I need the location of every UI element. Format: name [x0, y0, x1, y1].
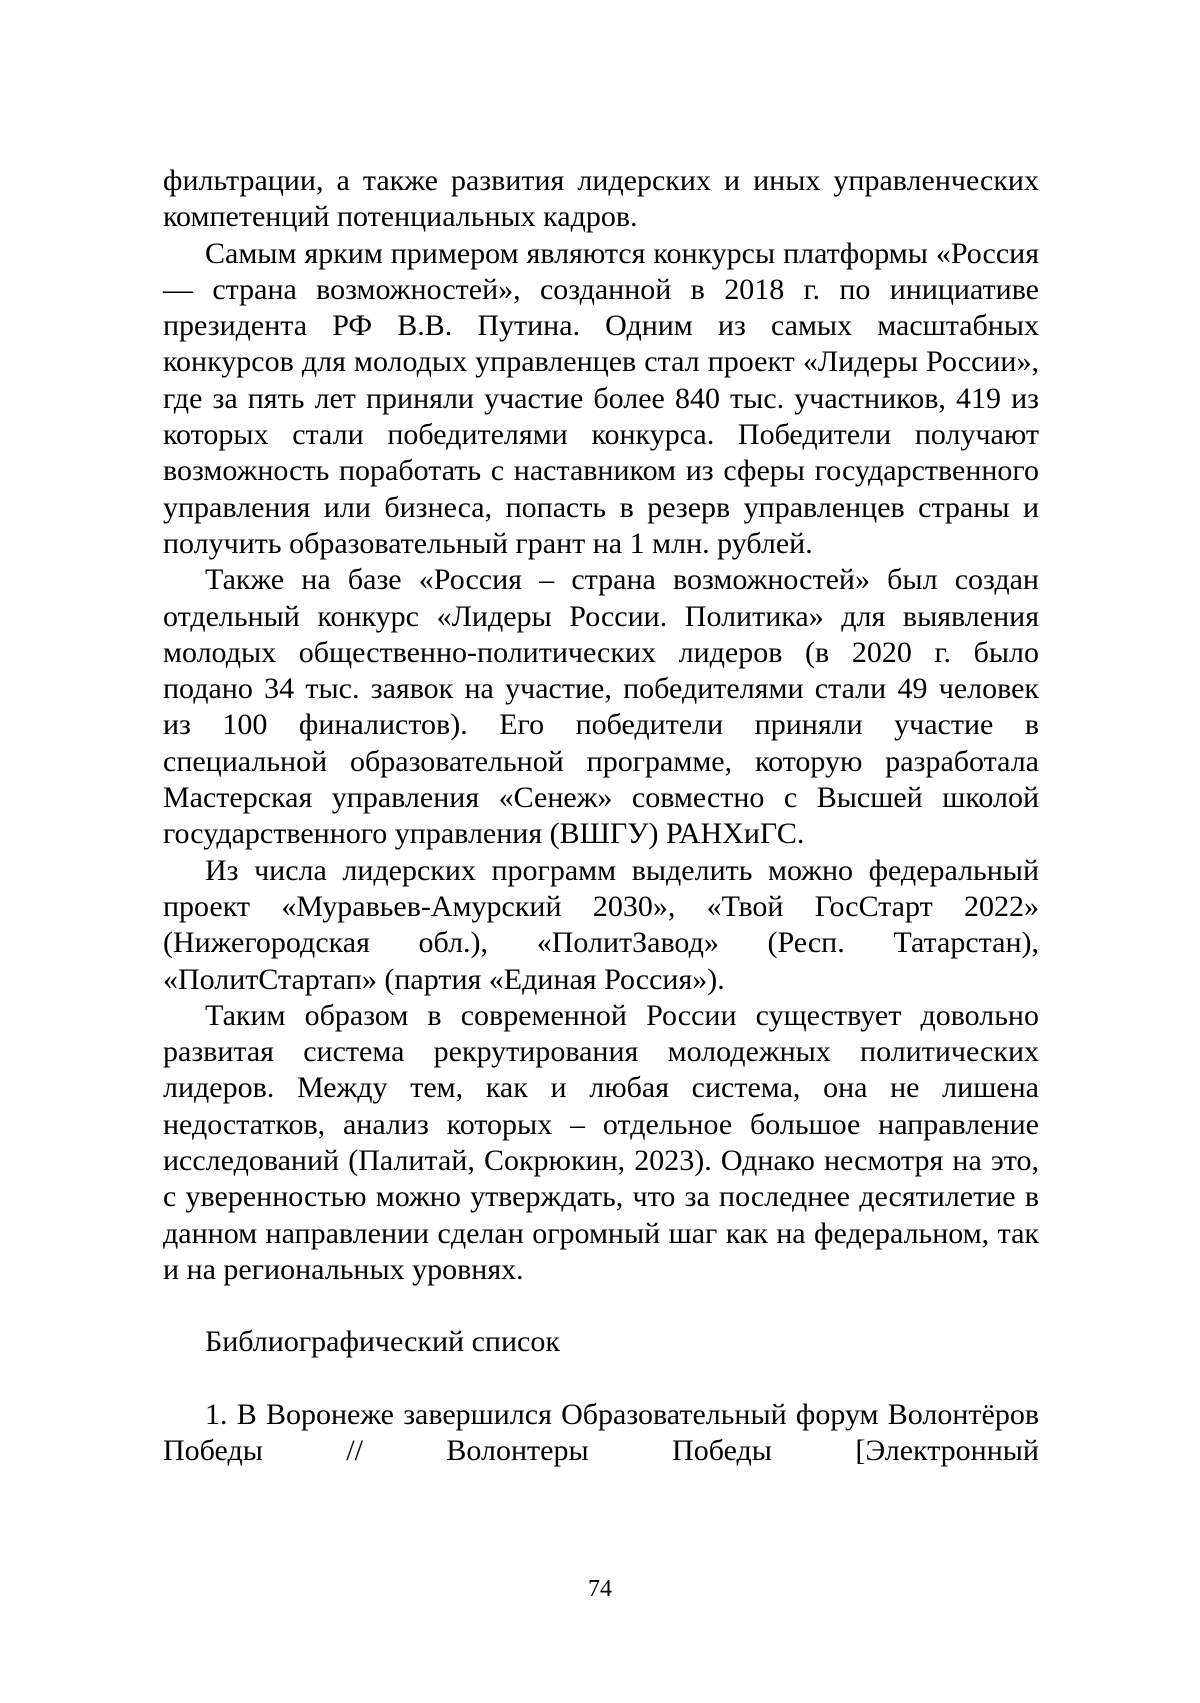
paragraph-continuation: фильтрации, а также развития лидерских и иных управленческих компетенций потенциальных кадров. — [163, 164, 1039, 234]
paragraph-leaders-politics: Также на базе «Россия – страна возможностей» был создан отдельный конкурс «Лидеры России. Политика» для выявления молодых общественно-политических лидеров (в 2020 г. было подано 34 тыс. заявок на участие, победителями стали 49 человек из 100 финалистов). Его победители приняли участие в специальной образовательной программе, которую разработала Мастерская управления «Сенеж» совместно с Высшей школой государственного управления (ВШГУ) РАНХиГС. — [163, 563, 1039, 851]
paragraph-russia-opportunities: Самым ярким примером являются конкурсы платформы «Россия — страна возможностей», созданной в 2018 г. по инициативе президента РФ В.В. Путина. Одним из самых масштабных конкурсов для молодых управленцев стал проект «Лидеры России», где за пять лет приняли участие более 840 тыс. участников, 419 из которых стали победителями конкурса. Победители получают возможность поработать с наставником из сферы государственного управления или бизнеса, попасть в резерв управленцев страны и получить образовательный грант на 1 млн. рублей. — [163, 236, 1039, 560]
page-number: 74 — [588, 1576, 612, 1602]
paragraph-conclusion: Таким образом в современной России существует довольно развитая система рекрутирования молодежных политических лидеров. Между тем, как и любая система, она не лишена недостатков, анализ которых – отдельное большое направление исследований (Палитай, Сокрюкин, 2023). Однако несмотря на это, с уверенностью можно утверждать, что за последнее десятилетие в данном направлении сделан огромный шаг как на федеральном, так и на региональных уровнях. — [163, 998, 1039, 1286]
paragraph-leadership-programs: Из числа лидерских программ выделить можно федеральный проект «Муравьев-Амурский 2030», «Твой ГосСтарт 2022» (Нижегородская обл.), «ПолитЗавод» (Респ. Татарстан), «ПолитСтартап» (партия «Единая Россия»). — [163, 853, 1039, 996]
bibliography-entry: 1. В Воронеже завершился Образовательный форум Волонтёров Победы // Волонтеры Победы [Электронный — [163, 1397, 1039, 1467]
bibliography-heading: Библиографический список — [205, 1325, 560, 1359]
body-text — [163, 163, 1039, 1469]
